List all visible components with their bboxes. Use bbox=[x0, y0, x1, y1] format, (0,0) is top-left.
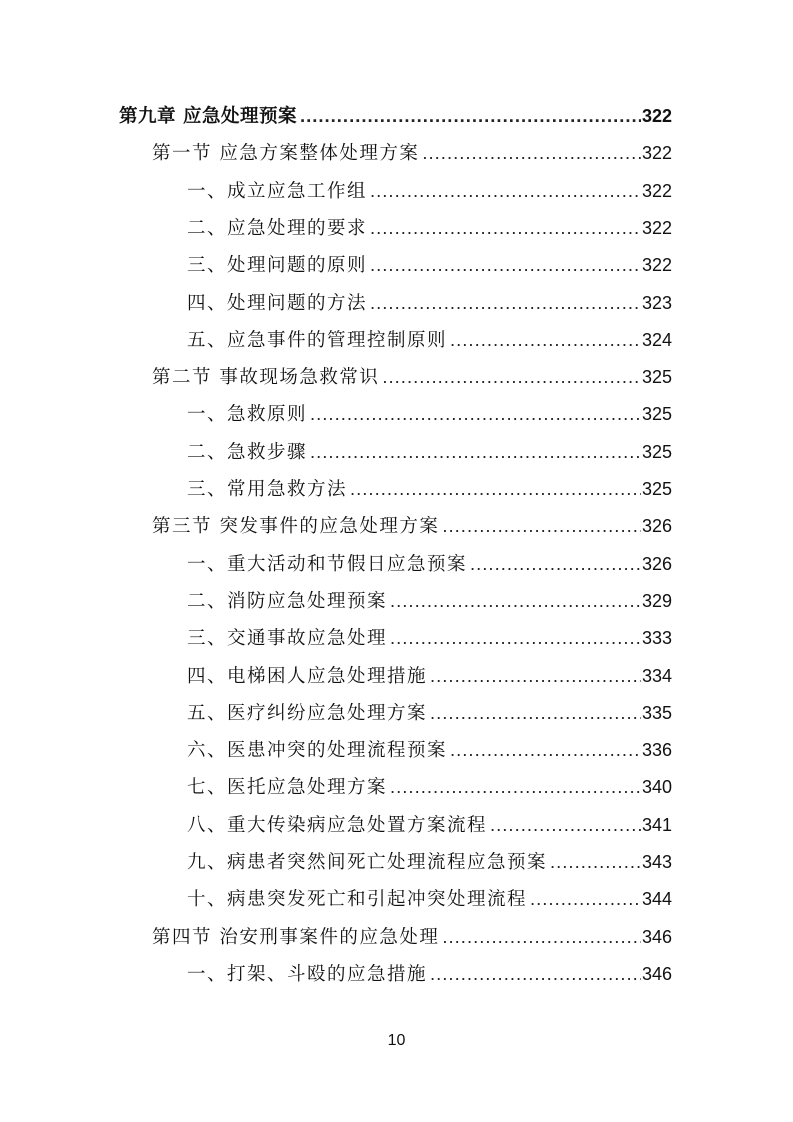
toc-entry-title: 第三节 突发事件的应急处理方案 bbox=[152, 516, 440, 538]
toc-entry-page: 346 bbox=[641, 926, 672, 947]
dot-leader bbox=[350, 474, 641, 504]
toc-section-entry[interactable] bbox=[152, 511, 672, 541]
toc-entry-title: 三、常用急救方法 bbox=[187, 479, 348, 500]
dot-leader bbox=[550, 847, 641, 877]
toc-entry-title: 一、急救原则 bbox=[187, 404, 308, 426]
toc-entry-title: 一、重大活动和节假日应急预案 bbox=[187, 553, 468, 575]
toc-entry-page: 334 bbox=[641, 665, 672, 686]
toc-item-entry[interactable] bbox=[187, 810, 672, 840]
toc-entry-page: 322 bbox=[641, 180, 672, 201]
dot-leader bbox=[382, 362, 641, 392]
dot-leader bbox=[390, 772, 641, 802]
dot-leader bbox=[370, 250, 641, 280]
toc-item-entry[interactable] bbox=[187, 772, 672, 802]
toc-entry-page: 322 bbox=[641, 143, 672, 164]
dot-leader bbox=[370, 176, 641, 206]
toc-entry-page: 344 bbox=[641, 889, 672, 910]
dot-leader bbox=[450, 735, 641, 765]
toc-entry-title: 第四节 治安刑事案件的应急处理 bbox=[152, 926, 440, 948]
dot-leader bbox=[530, 884, 641, 914]
toc-entry-title: 二、应急处理的要求 bbox=[187, 217, 368, 239]
toc-entry-title: 九、病患者突然间死亡处理流程应急预案 bbox=[187, 852, 548, 873]
dot-leader bbox=[422, 138, 641, 168]
toc-entry-page: 336 bbox=[641, 740, 672, 761]
toc-entry-title: 二、急救步骤 bbox=[187, 441, 308, 463]
page-number: 10 bbox=[387, 1032, 406, 1049]
toc-entry-page: 340 bbox=[641, 777, 672, 798]
dot-leader bbox=[390, 586, 641, 616]
toc-entry-page: 329 bbox=[641, 590, 672, 611]
toc-entry-page: 325 bbox=[641, 441, 672, 462]
toc-entry-page: 343 bbox=[641, 852, 672, 872]
dot-leader bbox=[370, 213, 641, 243]
dot-leader bbox=[470, 549, 641, 579]
dot-leader bbox=[490, 810, 641, 840]
toc-entry-title: 四、处理问题的方法 bbox=[187, 292, 368, 314]
toc-entry-title: 五、应急事件的管理控制原则 bbox=[187, 329, 448, 351]
toc-entry-title: 十、病患突发死亡和引起冲突处理流程 bbox=[187, 889, 528, 911]
toc-entry-page: 322 bbox=[641, 255, 672, 276]
toc-item-entry[interactable] bbox=[187, 698, 672, 728]
toc-entry-title: 第一节 应急方案整体处理方案 bbox=[152, 143, 420, 165]
toc-entry-page: 326 bbox=[641, 516, 672, 537]
toc-entry-page: 325 bbox=[641, 404, 672, 425]
toc-entry-page: 322 bbox=[641, 217, 672, 238]
toc-section-entry[interactable] bbox=[152, 362, 672, 392]
dot-leader bbox=[430, 661, 641, 691]
toc-entry-page: 323 bbox=[641, 292, 672, 313]
toc-item-entry[interactable] bbox=[187, 325, 672, 355]
toc-item-entry[interactable] bbox=[187, 250, 672, 280]
toc-item-entry[interactable] bbox=[187, 884, 672, 914]
toc-entry-title: 四、电梯困人应急处理措施 bbox=[187, 665, 428, 687]
toc-item-entry[interactable] bbox=[187, 735, 672, 765]
toc-chapter-entry[interactable] bbox=[119, 101, 672, 131]
toc-item-entry[interactable] bbox=[187, 959, 672, 989]
toc-entry-page: 324 bbox=[641, 329, 672, 350]
toc-entry-title: 三、交通事故应急处理 bbox=[187, 628, 388, 650]
toc-entry-page: 326 bbox=[641, 553, 672, 574]
toc-item-entry[interactable] bbox=[187, 176, 672, 206]
toc-entry-page: 322 bbox=[641, 106, 672, 126]
toc-item-entry[interactable] bbox=[187, 661, 672, 691]
dot-leader bbox=[430, 698, 641, 728]
dot-leader bbox=[390, 623, 641, 653]
toc-entry-page: 341 bbox=[641, 814, 672, 835]
toc-item-entry[interactable] bbox=[187, 288, 672, 318]
dot-leader bbox=[442, 922, 641, 952]
toc-entry-title: 第九章 应急处理预案 bbox=[119, 106, 297, 127]
toc-entry-title: 第二节 事故现场急救常识 bbox=[152, 367, 380, 389]
toc-entry-page: 325 bbox=[641, 367, 672, 388]
toc-item-entry[interactable] bbox=[187, 586, 672, 616]
dot-leader bbox=[370, 288, 641, 318]
toc-entry-title: 七、医托应急处理方案 bbox=[187, 777, 388, 799]
dot-leader bbox=[300, 101, 641, 131]
toc-entry-title: 一、成立应急工作组 bbox=[187, 180, 368, 202]
dot-leader bbox=[310, 399, 641, 429]
dot-leader bbox=[442, 511, 641, 541]
toc-entry-title: 二、消防应急处理预案 bbox=[187, 590, 388, 612]
toc-item-entry[interactable] bbox=[187, 847, 672, 877]
toc-entry-title: 三、处理问题的原则 bbox=[187, 255, 368, 277]
toc-entry-page: 335 bbox=[641, 702, 672, 723]
toc-entry-title: 一、打架、斗殴的应急措施 bbox=[187, 963, 428, 985]
toc-item-entry[interactable] bbox=[187, 399, 672, 429]
dot-leader bbox=[450, 325, 641, 355]
toc-entry-page: 346 bbox=[641, 963, 672, 984]
toc-item-entry[interactable] bbox=[187, 474, 672, 504]
toc-section-entry[interactable] bbox=[152, 922, 672, 952]
toc-entry-page: 325 bbox=[641, 479, 672, 499]
dot-leader bbox=[430, 959, 641, 989]
toc-item-entry[interactable] bbox=[187, 549, 672, 579]
toc-entry-title: 五、医疗纠纷应急处理方案 bbox=[187, 702, 428, 724]
toc-item-entry[interactable] bbox=[187, 213, 672, 243]
toc-item-entry[interactable] bbox=[187, 623, 672, 653]
toc-entry-title: 八、重大传染病应急处置方案流程 bbox=[187, 814, 488, 836]
toc-item-entry[interactable] bbox=[187, 437, 672, 467]
dot-leader bbox=[310, 437, 641, 467]
toc-section-entry[interactable] bbox=[152, 138, 672, 168]
toc-entry-page: 333 bbox=[641, 628, 672, 649]
toc-entry-title: 六、医患冲突的处理流程预案 bbox=[187, 740, 448, 762]
